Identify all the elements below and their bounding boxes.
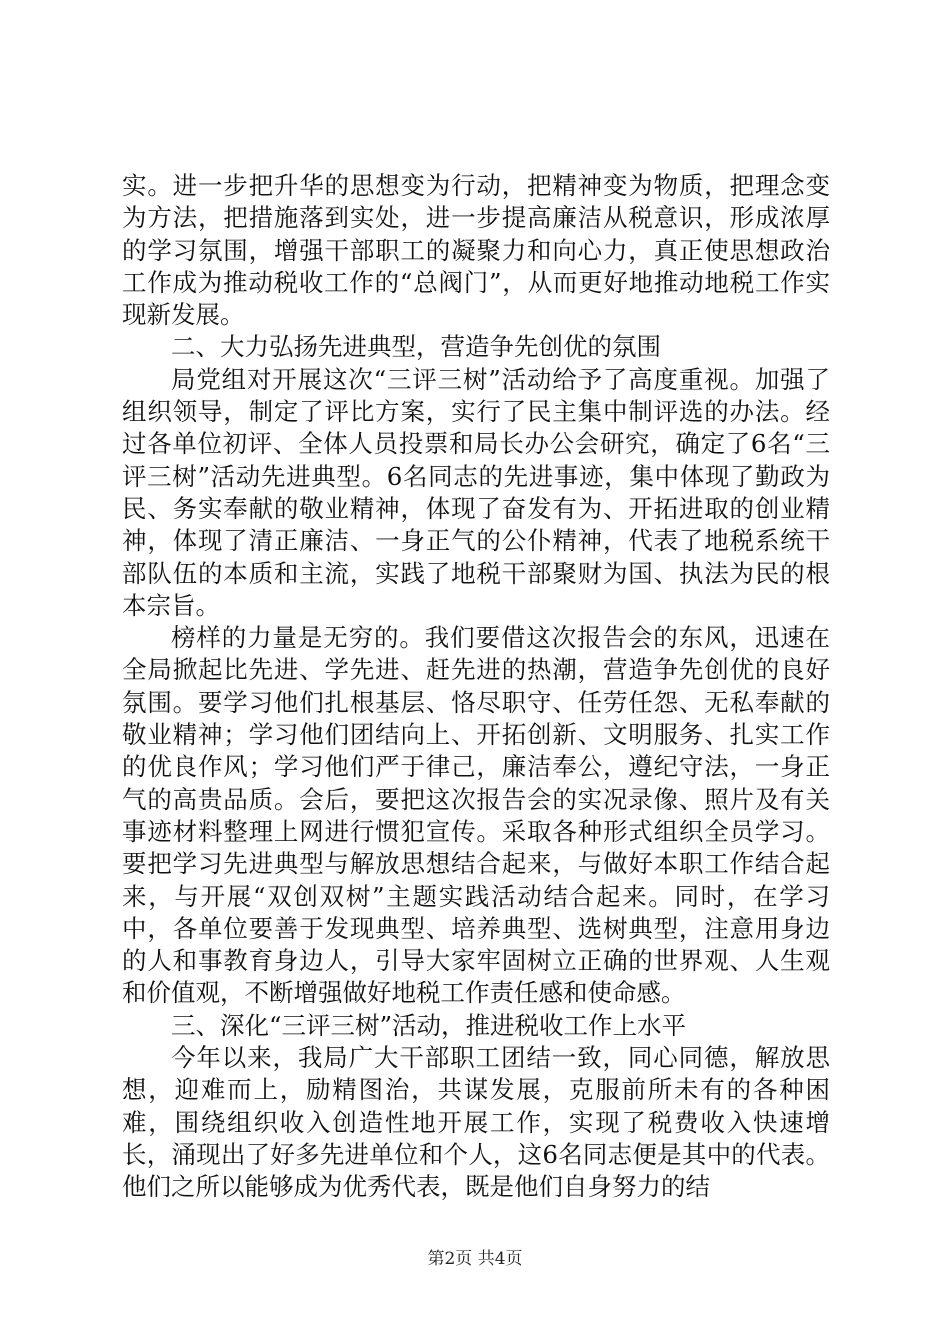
document-body xyxy=(122,170,830,1204)
paragraph-3: 局党组对开展这次“三评三树”活动给予了高度重视。加强了组织领导，制定了评比方案，实行了民主集中制评选的办法。经过各单位初评、全体人员投票和局长办公会研究，确定了6名“三评三树”活动先进典型。6名同志的先进事迹，集中体现了勤政为民、务实奉献的敬业精神，体现了奋发有为、开拓进取的创业精神，体现了清正廉洁、一身正气的公仆精神，代表了地税系统干部队伍的本质和主流，实践了地税干部聚财为国、执法为民的根本宗旨。 xyxy=(122,364,830,620)
section-heading-2: 二、大力弘扬先进典型，营造争先创优的氛围 xyxy=(171,332,661,362)
section-heading-3: 三、深化“三评三树”活动，推进税收工作上水平 xyxy=(171,1010,687,1040)
page-number-footer: 第2页 共4页 xyxy=(427,1249,523,1269)
paragraph-1: 实。进一步把升华的思想变为行动，把精神变为物质，把理念变为方法，把措施落到实处，进一步提高廉洁从税意识，形成浓厚的学习氛围，增强干部职工的凝聚力和向心力，真正使思想政治工作成为推动税收工作的“总阀门”，从而更好地推动地税工作实现新发展。 xyxy=(122,171,830,330)
paragraph-6: 今年以来，我局广大干部职工团结一致，同心同德，解放思想，迎难而上，励精图治，共谋发展，克服前所未有的各种困难，围绕组织收入创造性地开展工作，实现了税费收入快速增长，涌现出了好多先进单位和个人，这6名同志便是其中的代表。他们之所以能够成为优秀代表，既是他们自身努力的结 xyxy=(122,1043,830,1202)
paragraph-4: 榜样的力量是无穷的。我们要借这次报告会的东风，迅速在全局掀起比先进、学先进、赶先进的热潮，营造争先创优的良好氛围。要学习他们扎根基层、恪尽职守、任劳任怨、无私奉献的敬业精神；学习他们团结向上、开拓创新、文明服务、扎实工作的优良作风；学习他们严于律己，廉洁奉公，遵纪守法，一身正气的高贵品质。会后，要把这次报告会的实况录像、照片及有关事迹材料整理上网进行惯犯宣传。采取各种形式组织全员学习。要把学习先进典型与解放思想结合起来，与做好本职工作结合起来，与开展“双创双树”主题实践活动结合起来。同时，在学习中，各单位要善于发现典型、培养典型、选树典型，注意用身边的人和事教育身边人，引导大家牢固树立正确的世界观、人生观和价值观，不断增强做好地税工作责任感和使命感。 xyxy=(122,623,830,1008)
